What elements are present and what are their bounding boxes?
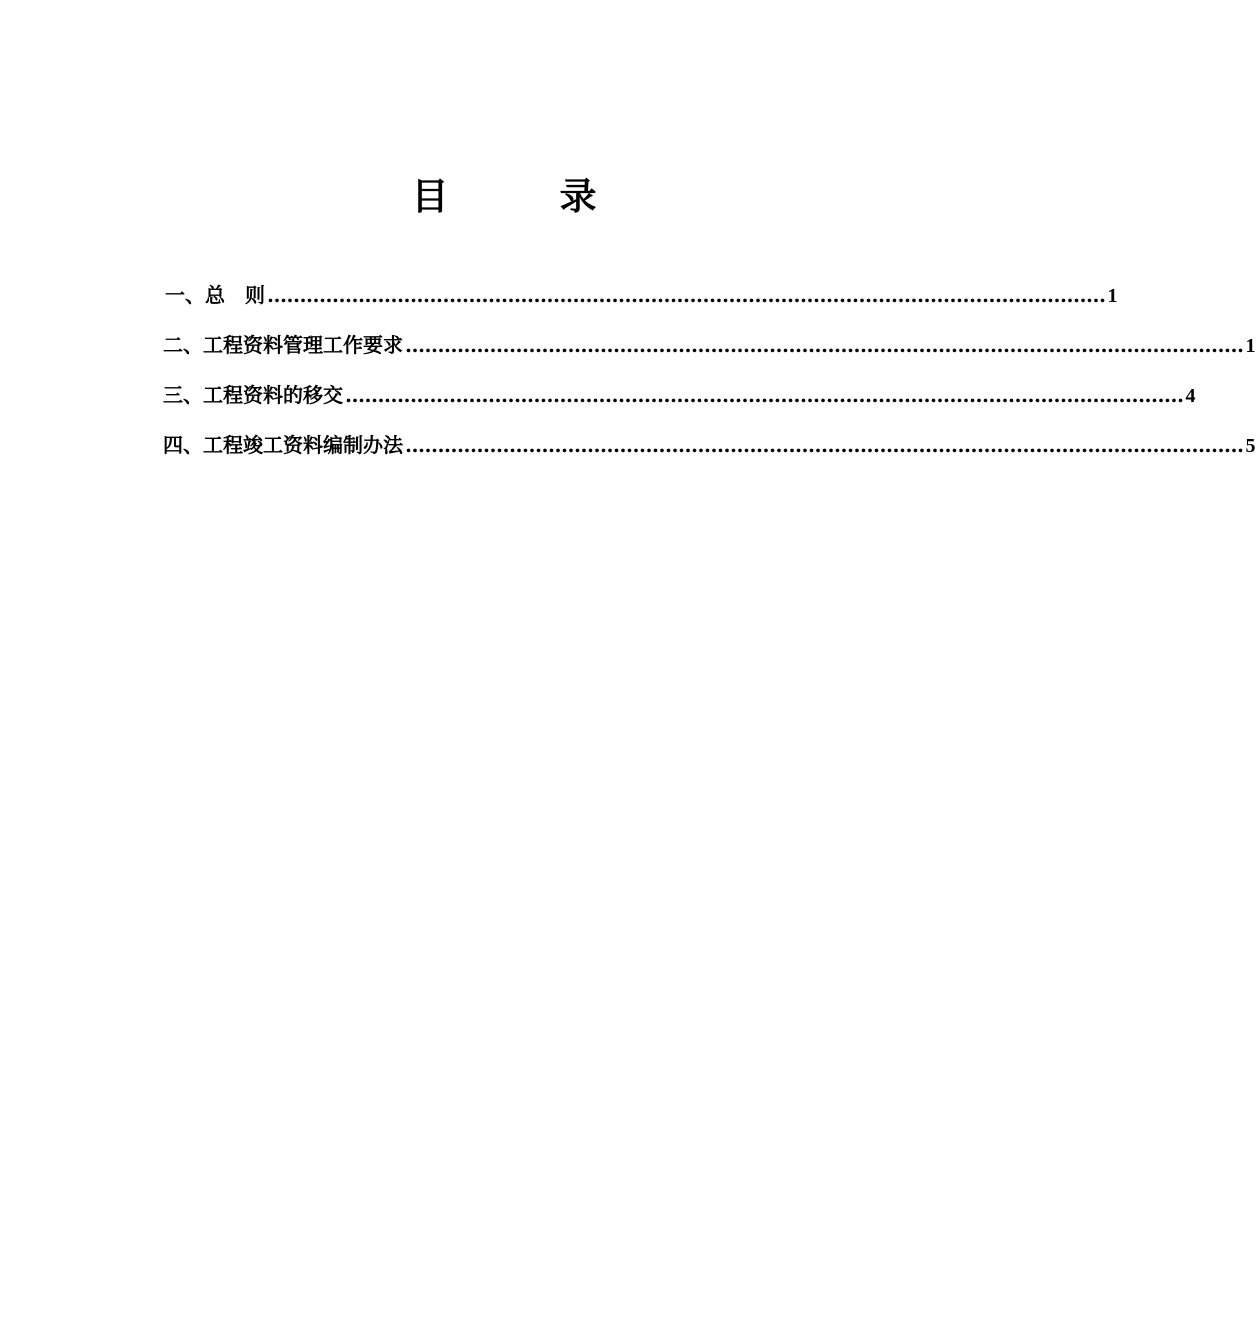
toc-entry[interactable] — [163, 376, 1196, 426]
toc-leader-dots: ………………………………………………………………………………………………………………… — [267, 283, 1106, 307]
toc-leader-dots: ………………………………………………………………………………………………………………… — [345, 383, 1184, 407]
toc-leader-dots: ………………………………………………………………………………………………………………… — [405, 333, 1244, 357]
toc-entry-page: 5 — [1245, 435, 1256, 457]
toc-title: 目 录 — [411, 175, 597, 218]
toc-entry[interactable] — [163, 426, 1256, 476]
toc-leader-dots: ………………………………………………………………………………………………………………… — [405, 433, 1244, 457]
toc-entry[interactable] — [163, 326, 1256, 376]
toc-entry-label: 一、总 则 — [165, 283, 265, 307]
toc-entry-page: 1 — [1107, 285, 1118, 307]
toc-entry[interactable] — [163, 276, 1118, 326]
toc-entry-page: 4 — [1185, 385, 1196, 407]
toc-entry-label: 三、工程资料的移交 — [163, 383, 343, 407]
toc-entry-label: 二、工程资料管理工作要求 — [163, 333, 403, 357]
toc-entry-page: 1 — [1245, 335, 1256, 357]
table-of-contents — [163, 276, 1256, 476]
toc-entry-label: 四、工程竣工资料编制办法 — [163, 433, 403, 457]
